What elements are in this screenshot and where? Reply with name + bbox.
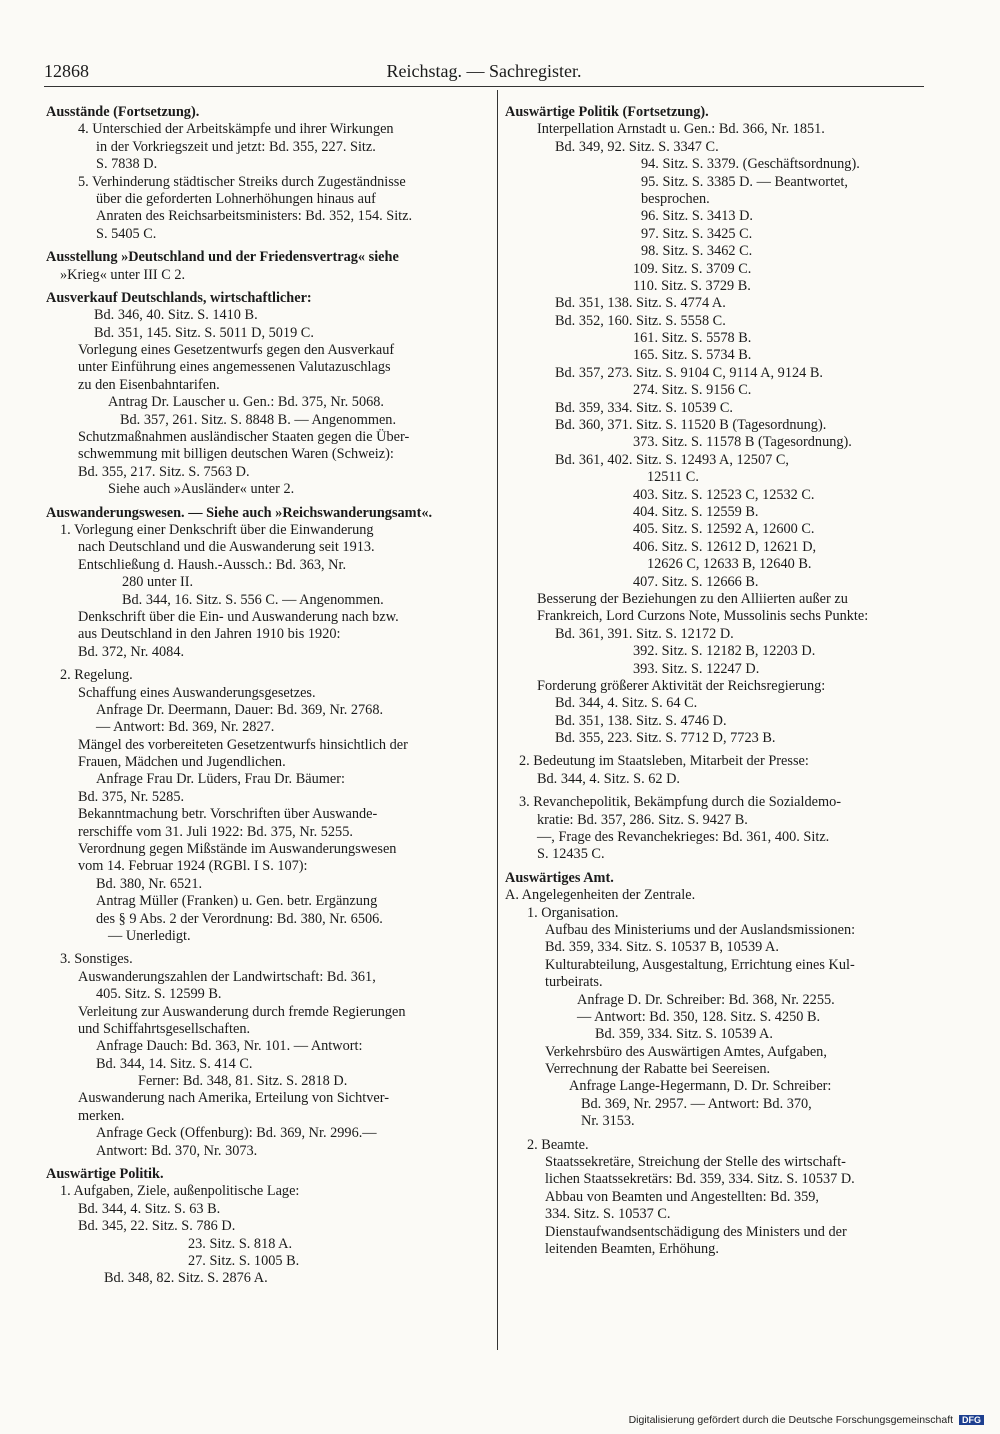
entry-line: Verordnung gegen Mißstände im Auswanderungswesen bbox=[78, 841, 397, 858]
entry-line: 110. Sitz. S. 3729 B. bbox=[633, 277, 751, 294]
entry-line: Verkehrsbüro des Auswärtigen Amtes, Aufgaben, bbox=[545, 1043, 827, 1060]
entry-heading: Auswärtige Politik. bbox=[46, 1166, 164, 1183]
entry-line: Bd. 344, 4. Sitz. S. 63 B. bbox=[78, 1200, 221, 1217]
entry-line: Schaffung eines Auswanderungsgesetzes. bbox=[78, 684, 316, 701]
entry-line: S. 7838 D. bbox=[96, 156, 158, 173]
entry-heading: Ausstellung »Deutschland und der Friedensvertrag« siehe bbox=[46, 249, 399, 266]
entry-line: Nr. 3153. bbox=[581, 1113, 635, 1130]
entry-line: Verrechnung der Rabatte bei Seereisen. bbox=[545, 1061, 771, 1078]
entry-line: Bd. 380, Nr. 6521. bbox=[96, 875, 203, 892]
entry-line: schwemmung mit billigen deutschen Waren (Schweiz): bbox=[78, 446, 394, 463]
entry-line: Auswanderung nach Amerika, Erteilung von Sichtver- bbox=[78, 1090, 389, 1107]
entry-line: 1. Vorlegung einer Denkschrift über die Einwanderung bbox=[60, 521, 374, 538]
entry-line: Vorlegung eines Gesetzentwurfs gegen den Ausverkauf bbox=[78, 342, 395, 359]
entry-line: 3. Sonstiges. bbox=[60, 951, 133, 968]
entry-line: Bd. 359, 334. Sitz. S. 10539 A. bbox=[595, 1026, 773, 1043]
entry-line: Bd. 372, Nr. 4084. bbox=[78, 643, 185, 660]
dfg-logo: DFG bbox=[959, 1415, 984, 1425]
entry-line: 407. Sitz. S. 12666 B. bbox=[633, 573, 759, 590]
entry-line: 405. Sitz. S. 12592 A, 12600 C. bbox=[633, 521, 815, 538]
entry-line: 165. Sitz. S. 5734 B. bbox=[633, 347, 752, 364]
entry-line: zu den Eisenbahntarifen. bbox=[78, 376, 220, 393]
entry-line: Bd. 344, 16. Sitz. S. 556 C. — Angenommen. bbox=[122, 591, 384, 608]
entry-line: 97. Sitz. S. 3425 C. bbox=[641, 225, 753, 242]
entry-line: lichen Staatssekretärs: Bd. 359, 334. Sitz. S. 10537 D. bbox=[545, 1171, 855, 1188]
entry-line: S. 5405 C. bbox=[96, 225, 157, 242]
entry-line: Interpellation Arnstadt u. Gen.: Bd. 366, Nr. 1851. bbox=[537, 121, 825, 138]
entry-heading: Ausverkauf Deutschlands, wirtschaftlicher: bbox=[46, 289, 312, 306]
entry-line: Frankreich, Lord Curzons Note, Mussolinis sechs Punkte: bbox=[537, 608, 869, 625]
entry-line: 98. Sitz. S. 3462 C. bbox=[641, 243, 753, 260]
entry-line: Bd. 359, 334. Sitz. S. 10537 B, 10539 A. bbox=[545, 939, 779, 956]
entry-line: Bekanntmachung betr. Vorschriften über Auswande- bbox=[78, 806, 378, 823]
entry-line: 2. Beamte. bbox=[527, 1136, 589, 1153]
entry-heading: Auswanderungswesen. — Siehe auch »Reichswanderungsamt«. bbox=[46, 504, 433, 521]
entry-line: Anfrage Lange-Hegermann, D. Dr. Schreiber: bbox=[569, 1078, 832, 1095]
entry-line: rerschiffe vom 31. Juli 1922: Bd. 375, Nr. 5255. bbox=[78, 823, 353, 840]
entry-line: Bd. 345, 22. Sitz. S. 786 D. bbox=[78, 1218, 236, 1235]
entry-line: 404. Sitz. S. 12559 B. bbox=[633, 503, 759, 520]
entry-line: 334. Sitz. S. 10537 C. bbox=[545, 1206, 671, 1223]
column-divider bbox=[497, 90, 498, 1350]
entry-line: Anfrage Geck (Offenburg): Bd. 369, Nr. 2996.— bbox=[96, 1125, 377, 1142]
entry-line: 405. Sitz. S. 12599 B. bbox=[96, 986, 222, 1003]
entry-line: nach Deutschland und die Auswanderung seit 1913. bbox=[78, 539, 375, 556]
entry-line: »Krieg« unter III C 2. bbox=[60, 266, 186, 283]
entry-line: — Antwort: Bd. 350, 128. Sitz. S. 4250 B. bbox=[577, 1008, 821, 1025]
header-rule bbox=[44, 86, 924, 87]
entry-heading: Auswärtige Politik (Fortsetzung). bbox=[505, 104, 709, 120]
entry-line: Bd. 352, 160. Sitz. S. 5558 C. bbox=[555, 312, 726, 329]
entry-line: 161. Sitz. S. 5578 B. bbox=[633, 330, 752, 347]
entry-line: Ferner: Bd. 348, 81. Sitz. S. 2818 D. bbox=[138, 1073, 348, 1090]
entry-line: merken. bbox=[78, 1107, 125, 1124]
footer-text: Digitalisierung gefördert durch die Deutsche Forschungsgemeinschaft bbox=[628, 1414, 954, 1426]
entry-line: Bd. 369, Nr. 2957. — Antwort: Bd. 370, bbox=[581, 1095, 812, 1112]
entry-line: Mängel des vorbereiteten Gesetzentwurfs hinsichtlich der bbox=[78, 736, 408, 753]
entry-line: Besserung der Beziehungen zu den Alliierten außer zu bbox=[537, 590, 848, 607]
entry-line: 12511 C. bbox=[647, 469, 699, 486]
page-header bbox=[44, 59, 924, 85]
entry-line: kratie: Bd. 357, 286. Sitz. S. 9427 B. bbox=[537, 811, 748, 828]
entry-line: Bd. 351, 145. Sitz. S. 5011 D, 5019 C. bbox=[94, 324, 314, 341]
footer-credit bbox=[629, 1414, 984, 1426]
entry-line: 12626 C, 12633 B, 12640 B. bbox=[647, 556, 812, 573]
entry-line: leitenden Beamten, Erhöhung. bbox=[545, 1241, 719, 1257]
entry-line: —, Frage des Revanchekrieges: Bd. 361, 400. Sitz. bbox=[537, 829, 830, 846]
entry-line: — Antwort: Bd. 369, Nr. 2827. bbox=[96, 719, 275, 736]
entry-line: Abbau von Beamten und Angestellten: Bd. 359, bbox=[545, 1188, 819, 1205]
entry-line: 96. Sitz. S. 3413 D. bbox=[641, 208, 754, 225]
entry-line: Bd. 344, 14. Sitz. S. 414 C. bbox=[96, 1055, 253, 1072]
entry-line: Bd. 360, 371. Sitz. S. 11520 B (Tagesordnung). bbox=[555, 417, 827, 434]
entry-line: Staatssekretäre, Streichung der Stelle des wirtschaft- bbox=[545, 1154, 846, 1171]
page-number: 12868 bbox=[44, 61, 89, 81]
entry-line: Bd. 344, 4. Sitz. S. 64 C. bbox=[555, 695, 698, 712]
entry-line: 5. Verhinderung städtischer Streiks durch Zugeständnisse bbox=[78, 173, 406, 190]
entry-line: Bd. 351, 138. Sitz. S. 4774 A. bbox=[555, 295, 726, 312]
entry-line: — Unerledigt. bbox=[108, 927, 191, 944]
entry-line: unter Einführung eines angemessenen Valutazuschlags bbox=[78, 359, 391, 376]
entry-line: 2. Regelung. bbox=[60, 667, 133, 684]
entry-line: 3. Revanchepolitik, Bekämpfung durch die Sozialdemo- bbox=[519, 794, 841, 811]
entry-line: Bd. 355, 223. Sitz. S. 7712 D, 7723 B. bbox=[555, 730, 776, 747]
entry-line: Forderung größerer Aktivität der Reichsregierung: bbox=[537, 677, 826, 694]
entry-line: Anraten des Reichsarbeitsministers: Bd. 352, 154. Sitz. bbox=[96, 208, 413, 225]
entry-line: 280 unter II. bbox=[122, 574, 194, 591]
entry-line: 2. Bedeutung im Staatsleben, Mitarbeit der Presse: bbox=[519, 753, 809, 770]
entry-line: Bd. 359, 334. Sitz. S. 10539 C. bbox=[555, 399, 733, 416]
entry-line: und Schiffahrtsgesellschaften. bbox=[78, 1020, 251, 1037]
entry-line: Kulturabteilung, Ausgestaltung, Errichtung eines Kul- bbox=[545, 956, 855, 973]
entry-line: Antwort: Bd. 370, Nr. 3073. bbox=[96, 1142, 258, 1159]
right-column bbox=[505, 104, 935, 1258]
entry-line: in der Vorkriegszeit und jetzt: Bd. 355, 227. Sitz. bbox=[96, 138, 376, 155]
entry-line: Bd. 344, 4. Sitz. S. 62 D. bbox=[537, 770, 680, 787]
entry-line: Bd. 348, 82. Sitz. S. 2876 A. bbox=[104, 1270, 268, 1287]
entry-line: Bd. 357, 273. Sitz. S. 9104 C, 9114 A, 9124 B. bbox=[555, 364, 823, 381]
entry-line: 95. Sitz. S. 3385 D. — Beantwortet, bbox=[641, 173, 848, 190]
entry-line: Bd. 355, 217. Sitz. S. 7563 D. bbox=[78, 463, 250, 480]
entry-line: des § 9 Abs. 2 der Verordnung: Bd. 380, Nr. 6506. bbox=[96, 910, 383, 927]
entry-line: Bd. 351, 138. Sitz. S. 4746 D. bbox=[555, 712, 727, 729]
entry-line: 1. Organisation. bbox=[527, 904, 619, 921]
entry-line: turbeirats. bbox=[545, 974, 603, 991]
entry-line: Frauen, Mädchen und Jugendlichen. bbox=[78, 754, 286, 771]
entry-line: Entschließung d. Haush.-Aussch.: Bd. 363, Nr. bbox=[78, 556, 347, 573]
page-title: Reichstag. — Sachregister. bbox=[386, 61, 582, 81]
entry-line: Antrag Müller (Franken) u. Gen. betr. Ergänzung bbox=[96, 893, 378, 910]
entry-line: 1. Aufgaben, Ziele, außenpolitische Lage: bbox=[60, 1183, 300, 1200]
entry-line: 403. Sitz. S. 12523 C, 12532 C. bbox=[633, 486, 815, 503]
entry-line: Anfrage Frau Dr. Lüders, Frau Dr. Bäumer: bbox=[96, 771, 345, 788]
entry-line: Bd. 349, 92. Sitz. S. 3347 C. bbox=[555, 138, 719, 155]
entry-line: A. Angelegenheiten der Zentrale. bbox=[505, 887, 696, 904]
left-column bbox=[46, 104, 476, 1288]
entry-line: Aufbau des Ministeriums und der Auslandsmissionen: bbox=[545, 921, 856, 938]
entry-line: Anfrage Dauch: Bd. 363, Nr. 101. — Antwort: bbox=[96, 1038, 363, 1055]
entry-line: über die geforderten Lohnerhöhungen hinaus auf bbox=[96, 190, 376, 207]
entry-line: Bd. 346, 40. Sitz. S. 1410 B. bbox=[94, 307, 258, 324]
entry-line: Bd. 361, 391. Sitz. S. 12172 D. bbox=[555, 625, 734, 642]
entry-line: Anfrage D. Dr. Schreiber: Bd. 368, Nr. 2255. bbox=[577, 991, 835, 1008]
entry-line: 27. Sitz. S. 1005 B. bbox=[188, 1253, 300, 1269]
entry-line: Antrag Dr. Lauscher u. Gen.: Bd. 375, Nr. 5068. bbox=[108, 394, 384, 411]
entry-line: 393. Sitz. S. 12247 D. bbox=[633, 660, 760, 677]
entry-line: Verleitung zur Auswanderung durch fremde Regierungen bbox=[78, 1003, 406, 1020]
entry-line: Auswanderungszahlen der Landwirtschaft: Bd. 361, bbox=[78, 968, 376, 985]
entry-heading: Ausstände (Fortsetzung). bbox=[46, 104, 200, 120]
entry-line: 109. Sitz. S. 3709 C. bbox=[633, 260, 752, 277]
entry-line: Bd. 375, Nr. 5285. bbox=[78, 788, 185, 805]
entry-line: Schutzmaßnahmen ausländischer Staaten gegen die Über- bbox=[78, 429, 410, 446]
entry-line: Bd. 361, 402. Sitz. S. 12493 A, 12507 C, bbox=[555, 451, 789, 468]
entry-line: Denkschrift über die Ein- und Auswanderung nach bzw. bbox=[78, 608, 399, 625]
entry-line: 4. Unterschied der Arbeitskämpfe und ihrer Wirkungen bbox=[78, 121, 394, 138]
entry-line: Dienstaufwandsentschädigung des Ministers und der bbox=[545, 1223, 847, 1240]
entry-line: Siehe auch »Ausländer« unter 2. bbox=[108, 481, 295, 498]
entry-line: 373. Sitz. S. 11578 B (Tagesordnung). bbox=[633, 434, 852, 451]
entry-line: besprochen. bbox=[641, 190, 710, 207]
entry-line: 406. Sitz. S. 12612 D, 12621 D, bbox=[633, 538, 817, 555]
entry-line: Bd. 357, 261. Sitz. S. 8848 B. — Angenommen. bbox=[120, 411, 397, 428]
entry-line: aus Deutschland in den Jahren 1910 bis 1920: bbox=[78, 626, 341, 643]
entry-line: S. 12435 C. bbox=[537, 846, 605, 863]
entry-heading: Auswärtiges Amt. bbox=[505, 869, 614, 886]
entry-line: vom 14. Februar 1924 (RGBl. I S. 107): bbox=[78, 858, 308, 875]
entry-line: 392. Sitz. S. 12182 B, 12203 D. bbox=[633, 643, 816, 660]
entry-line: 274. Sitz. S. 9156 C. bbox=[633, 382, 752, 399]
entry-line: Anfrage Dr. Deermann, Dauer: Bd. 369, Nr. 2768. bbox=[96, 701, 384, 718]
entry-line: 23. Sitz. S. 818 A. bbox=[188, 1235, 293, 1252]
entry-line: 94. Sitz. S. 3379. (Geschäftsordnung). bbox=[641, 156, 860, 173]
